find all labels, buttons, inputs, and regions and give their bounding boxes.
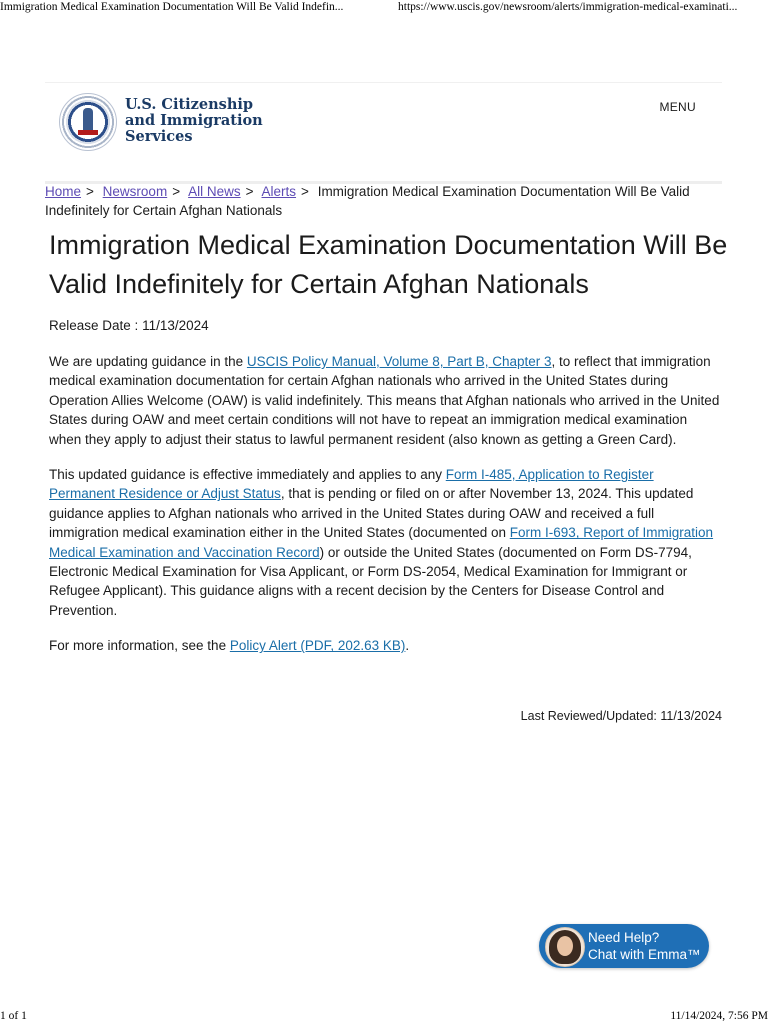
policy-alert-pdf-link[interactable]: Policy Alert (PDF, 202.63 KB) [229,638,406,654]
last-reviewed-label: Last Reviewed/Updated: [520,709,657,723]
breadcrumb-separator: > [301,184,309,199]
paragraph-text: . [405,638,410,654]
breadcrumb-separator: > [86,184,94,199]
agency-name-line-3: Services [125,128,193,145]
breadcrumb-alerts-link[interactable]: Alerts [261,184,297,199]
paragraph-text: For more information, see the [49,638,230,654]
release-date-label: Release Date : [49,318,139,333]
breadcrumb-separator: > [172,184,181,199]
avatar-face [557,936,573,956]
last-reviewed-date: 11/13/2024 [660,709,722,723]
breadcrumb-current-page: Immigration Medical Examination Documentation Will Be Valid Indefinitely for Certain Afghan Nationals [45,184,690,218]
site-header [45,82,722,183]
paragraph-text: , that is pending or filed on or after November 13, 2024. This updated guidance applies to Afghan nationals who arrived in the United States during OAW and received a full immigration medical examination either in the United States (documented on [49,486,694,541]
chat-line-need-help: Need Help? [588,930,660,945]
breadcrumb-separator: > [245,184,254,199]
last-reviewed [521,709,722,723]
print-page-number: 1 of 1 [0,1010,27,1022]
chat-text [588,929,701,963]
print-page-title: Immigration Medical Examination Documentation Will Be Valid Indefin... [0,1,344,13]
agency-name-logo[interactable] [125,97,325,145]
breadcrumb-all-news-link[interactable]: All News [188,184,241,199]
article-paragraph-3 [49,636,722,655]
article-paragraph-2 [49,465,722,620]
breadcrumb-newsroom-link[interactable]: Newsroom [102,184,168,199]
form-i-485-link[interactable]: Form I-485, Application to Register Permanent Residence or Adjust Status [49,467,654,502]
paragraph-text: , to reflect that immigration medical examination documentation for certain Afghan nationals who arrived in the United States during Operation Allies Welcome (OAW) is valid indefinitely. This means that Afghan nationals who arrived in the United States during OAW and meet certain conditions will not have to repeat an immigration medical examination when they apply to adjust their status to lawful permanent resident (also known as getting a Green Card). [49,354,720,447]
page-title: Immigration Medical Examination Documentation Will Be Valid Indefinitely for Certain Afghan Nationals [49,230,728,299]
uscis-seal-icon[interactable] [59,93,117,151]
print-header [0,0,768,16]
form-i-693-link[interactable]: Form I-693, Report of Immigration Medical Examination and Vaccination Record [49,525,714,560]
article-body [49,352,722,672]
release-date-value: 11/13/2024 [142,318,209,333]
menu-button[interactable]: MENU [659,100,696,114]
breadcrumb [45,181,722,220]
agency-name-line-1: U.S. Citizenship [125,96,254,113]
print-page-url: https://www.uscis.gov/newsroom/alerts/immigration-medical-examinati... [398,1,738,13]
article-paragraph-1 [49,352,722,449]
paragraph-text: This updated guidance is effective immediately and applies to any [49,467,446,483]
paragraph-text: We are updating guidance in the [49,354,247,369]
chat-line-chat-with-emma: Chat with Emma™ [588,947,701,962]
print-footer [0,1010,768,1024]
policy-manual-link[interactable]: USCIS Policy Manual, Volume 8, Part B, Chapter 3 [246,354,552,369]
paragraph-text: ) or outside the United States (documented on Form DS-7794, Electronic Medical Examination for Visa Applicant, or Form DS-2054, Medical Examination for Immigrant or Refugee Applicant). This guidance aligns with a recent decision by the Centers for Disease Control and Prevention. [49,544,692,618]
emma-avatar [545,927,585,967]
release-date [49,318,209,333]
breadcrumb-home-link[interactable]: Home [45,184,82,199]
print-datetime: 11/14/2024, 7:56 PM [670,1010,768,1022]
chat-with-emma-button[interactable] [539,924,709,968]
agency-name-line-2: and Immigration [125,112,263,129]
seal-stripe [78,130,98,135]
